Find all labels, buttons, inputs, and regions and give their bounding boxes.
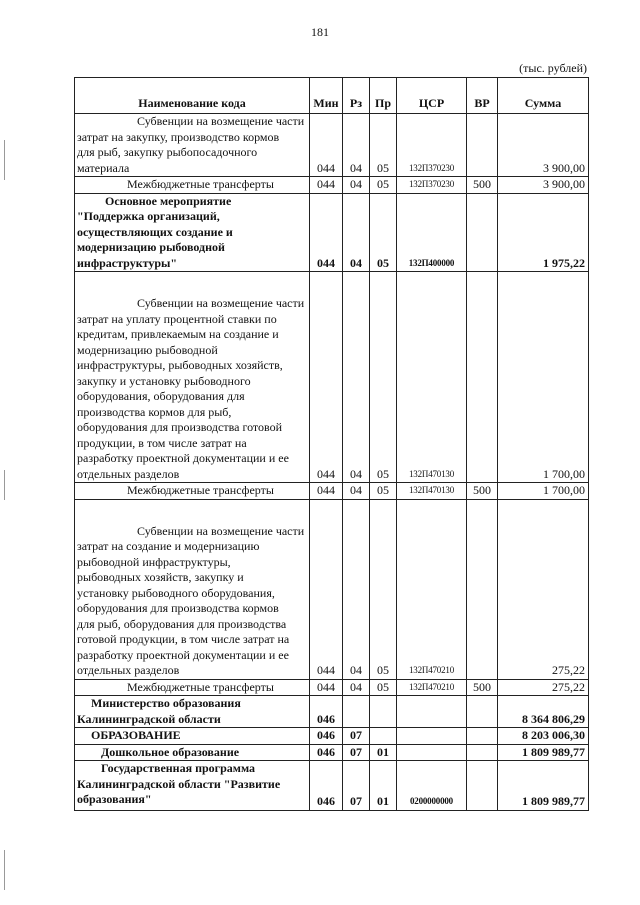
row-pr: 05	[370, 679, 397, 696]
row-rz: 07	[343, 744, 370, 761]
row-pr: 05	[370, 483, 397, 500]
header-csr: ЦСР	[397, 78, 467, 114]
row-csr: 132П470210	[397, 499, 467, 679]
table-header-row	[75, 78, 589, 114]
table-row	[75, 114, 589, 177]
header-pr: Пр	[370, 78, 397, 114]
row-min: 044	[310, 114, 343, 177]
row-sum: 275,22	[498, 499, 589, 679]
row-vr	[467, 193, 498, 272]
margin-mark	[4, 140, 5, 180]
row-min: 046	[310, 728, 343, 745]
row-min: 046	[310, 696, 343, 728]
row-name: ОБРАЗОВАНИЕ	[75, 728, 310, 745]
row-csr: 132П370230	[397, 177, 467, 194]
table-row	[75, 272, 589, 483]
row-csr	[397, 728, 467, 745]
row-name: Дошкольное образование	[75, 744, 310, 761]
row-name: Межбюджетные трансферты	[75, 679, 310, 696]
row-sum: 1 809 989,77	[498, 761, 589, 811]
page-number: 181	[311, 25, 329, 39]
row-min: 046	[310, 761, 343, 811]
row-sum: 1 975,22	[498, 193, 589, 272]
row-rz: 04	[343, 499, 370, 679]
row-csr: 132П470210	[397, 679, 467, 696]
row-pr: 05	[370, 499, 397, 679]
row-rz: 04	[343, 483, 370, 500]
row-csr: 132П470130	[397, 272, 467, 483]
row-sum: 8 203 006,30	[498, 728, 589, 745]
row-rz: 04	[343, 272, 370, 483]
row-vr	[467, 499, 498, 679]
row-sum: 3 900,00	[498, 114, 589, 177]
row-vr	[467, 272, 498, 483]
header-rz: Рз	[343, 78, 370, 114]
row-pr: 05	[370, 177, 397, 194]
row-pr	[370, 696, 397, 728]
margin-mark	[4, 470, 5, 500]
header-vr: ВР	[467, 78, 498, 114]
row-name: Субвенции на возмещение части затрат на уплату процентной ставки по кредитам, привлекаемым на создание и модернизацию рыбоводной инфраструктуры, рыбоводных хозяйств, закупку и установку рыбоводного оборудования, оборудования для производства кормов для рыб, оборудования для производства готовой продукции, в том числе затрат на разработку проектной документации и ее отдельных разделов	[75, 272, 310, 483]
row-vr	[467, 728, 498, 745]
margin-mark	[4, 850, 5, 890]
row-pr: 05	[370, 114, 397, 177]
row-vr	[467, 761, 498, 811]
row-name: Межбюджетные трансферты	[75, 483, 310, 500]
row-csr: 132П400000	[397, 193, 467, 272]
row-sum: 1 700,00	[498, 483, 589, 500]
header-min: Мин	[310, 78, 343, 114]
row-min: 044	[310, 499, 343, 679]
table-row	[75, 744, 589, 761]
row-rz: 04	[343, 177, 370, 194]
row-name: Межбюджетные трансферты	[75, 177, 310, 194]
row-vr	[467, 114, 498, 177]
budget-table	[74, 77, 589, 811]
table-row	[75, 193, 589, 272]
row-name: Министерство образования Калининградской области	[75, 696, 310, 728]
row-sum: 1 809 989,77	[498, 744, 589, 761]
row-min: 046	[310, 744, 343, 761]
row-csr: 132П470130	[397, 483, 467, 500]
row-sum: 3 900,00	[498, 177, 589, 194]
row-pr: 05	[370, 272, 397, 483]
row-vr	[467, 696, 498, 728]
row-csr: 132П370230	[397, 114, 467, 177]
row-vr: 500	[467, 483, 498, 500]
row-pr: 01	[370, 761, 397, 811]
row-sum: 8 364 806,29	[498, 696, 589, 728]
row-min: 044	[310, 193, 343, 272]
row-name: Субвенции на возмещение части затрат на закупку, производство кормов для рыб, закупку рыбопосадочного материала	[75, 114, 310, 177]
row-name: Государственная программа Калининградской области "Развитие образования"	[75, 761, 310, 811]
row-pr: 01	[370, 744, 397, 761]
row-vr	[467, 744, 498, 761]
row-rz: 04	[343, 193, 370, 272]
row-rz	[343, 696, 370, 728]
table-row	[75, 679, 589, 696]
row-pr	[370, 728, 397, 745]
row-rz: 04	[343, 679, 370, 696]
row-name: Основное мероприятие "Поддержка организаций, осуществляющих создание и модернизацию рыбоводной инфраструктуры"	[75, 193, 310, 272]
header-sum: Сумма	[498, 78, 589, 114]
table-row	[75, 696, 589, 728]
row-csr	[397, 744, 467, 761]
row-rz: 07	[343, 728, 370, 745]
row-min: 044	[310, 272, 343, 483]
row-pr: 05	[370, 193, 397, 272]
table-row	[75, 483, 589, 500]
row-min: 044	[310, 483, 343, 500]
row-min: 044	[310, 679, 343, 696]
table-row	[75, 761, 589, 811]
row-sum: 1 700,00	[498, 272, 589, 483]
row-csr	[397, 696, 467, 728]
row-min: 044	[310, 177, 343, 194]
row-vr: 500	[467, 177, 498, 194]
row-vr: 500	[467, 679, 498, 696]
table-row	[75, 177, 589, 194]
row-sum: 275,22	[498, 679, 589, 696]
units-label: (тыс. рублей)	[519, 61, 587, 75]
row-rz: 04	[343, 114, 370, 177]
row-csr: 0200000000	[397, 761, 467, 811]
table-row	[75, 499, 589, 679]
table-row	[75, 728, 589, 745]
header-name: Наименование кода	[75, 78, 310, 114]
row-name: Субвенции на возмещение части затрат на создание и модернизацию рыбоводной инфраструктуры, рыбоводных хозяйств, закупку и установку рыбоводного оборудования, оборудования для производства кормов для рыб, оборудования для производства готовой продукции, в том числе затрат на разработку проектной документации и ее отдельных разделов	[75, 499, 310, 679]
row-rz: 07	[343, 761, 370, 811]
